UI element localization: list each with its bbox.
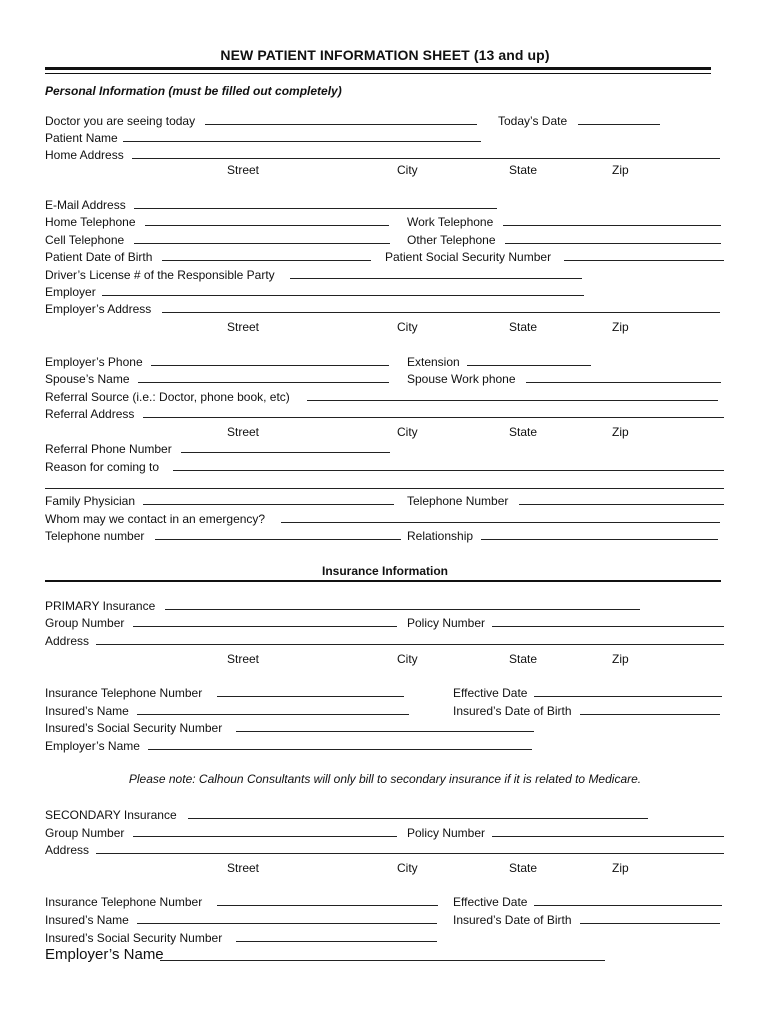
primary-city-label: City bbox=[397, 652, 418, 666]
emergency-label: Whom may we contact in an emergency? bbox=[45, 512, 266, 526]
home-street-label: Street bbox=[227, 163, 260, 177]
home-address-field[interactable] bbox=[132, 158, 720, 159]
other-tel-field[interactable] bbox=[505, 243, 721, 244]
referral-state-label: State bbox=[509, 425, 538, 439]
relationship-field[interactable] bbox=[481, 539, 718, 540]
patient-name-label: Patient Name bbox=[45, 131, 118, 145]
spouse-name-label: Spouse’s Name bbox=[45, 372, 130, 386]
secondary-address-field[interactable] bbox=[96, 853, 724, 854]
primary-policy-field[interactable] bbox=[492, 626, 724, 627]
primary-group-field[interactable] bbox=[133, 626, 397, 627]
other-tel-label: Other Telephone bbox=[407, 233, 496, 247]
home-tel-field[interactable] bbox=[145, 225, 389, 226]
employer-zip-label: Zip bbox=[612, 320, 629, 334]
secondary-city-label: City bbox=[397, 861, 418, 875]
referral-city-label: City bbox=[397, 425, 418, 439]
employer-field[interactable] bbox=[102, 295, 584, 296]
reason-label: Reason for coming to bbox=[45, 460, 160, 474]
doctor-label: Doctor you are seeing today bbox=[45, 114, 196, 128]
secondary-insurance-label: SECONDARY Insurance bbox=[45, 808, 177, 822]
insurance-heading: Insurance Information bbox=[321, 564, 449, 578]
secondary-group-label: Group Number bbox=[45, 826, 125, 840]
family-physician-label: Family Physician bbox=[45, 494, 136, 508]
page-title: NEW PATIENT INFORMATION SHEET (13 and up) bbox=[220, 47, 550, 63]
primary-employer-name-field[interactable] bbox=[148, 749, 532, 750]
employer-phone-field[interactable] bbox=[151, 365, 389, 366]
relationship-label: Relationship bbox=[407, 529, 474, 543]
referral-street-label: Street bbox=[227, 425, 260, 439]
primary-insurance-label: PRIMARY Insurance bbox=[45, 599, 156, 613]
secondary-employer-name-field[interactable] bbox=[160, 960, 605, 961]
secondary-insured-ssn-label: Insured’s Social Security Number bbox=[45, 931, 223, 945]
emergency-field[interactable] bbox=[281, 522, 720, 523]
cell-tel-label: Cell Telephone bbox=[45, 233, 125, 247]
secondary-zip-label: Zip bbox=[612, 861, 629, 875]
primary-ins-tel-label: Insurance Telephone Number bbox=[45, 686, 203, 700]
employer-phone-label: Employer’s Phone bbox=[45, 355, 143, 369]
referral-source-label: Referral Source (i.e.: Doctor, phone book, etc) bbox=[45, 390, 290, 404]
primary-insurance-field[interactable] bbox=[165, 609, 640, 610]
secondary-state-label: State bbox=[509, 861, 538, 875]
secondary-ins-tel-label: Insurance Telephone Number bbox=[45, 895, 203, 909]
primary-insured-dob-label: Insured’s Date of Birth bbox=[453, 704, 572, 718]
referral-zip-label: Zip bbox=[612, 425, 629, 439]
home-state-label: State bbox=[509, 163, 538, 177]
extension-field[interactable] bbox=[467, 365, 591, 366]
secondary-ins-tel-field[interactable] bbox=[217, 905, 438, 906]
secondary-group-field[interactable] bbox=[133, 836, 397, 837]
primary-effective-label: Effective Date bbox=[453, 686, 528, 700]
secondary-employer-name-label: Employer’s Name bbox=[45, 946, 164, 963]
family-physician-field[interactable] bbox=[143, 504, 394, 505]
primary-zip-label: Zip bbox=[612, 652, 629, 666]
home-city-label: City bbox=[397, 163, 418, 177]
home-zip-label: Zip bbox=[612, 163, 629, 177]
secondary-policy-label: Policy Number bbox=[407, 826, 486, 840]
secondary-street-label: Street bbox=[227, 861, 260, 875]
referral-address-field[interactable] bbox=[143, 417, 724, 418]
employer-city-label: City bbox=[397, 320, 418, 334]
referral-source-field[interactable] bbox=[307, 400, 718, 401]
primary-employer-name-label: Employer’s Name bbox=[45, 739, 140, 753]
employer-address-label: Employer’s Address bbox=[45, 302, 152, 316]
employer-address-field[interactable] bbox=[162, 312, 720, 313]
primary-ins-tel-field[interactable] bbox=[217, 696, 404, 697]
employer-label: Employer bbox=[45, 285, 96, 299]
telephone-number-label: Telephone Number bbox=[407, 494, 509, 508]
dob-label: Patient Date of Birth bbox=[45, 250, 153, 264]
primary-insured-dob-field[interactable] bbox=[580, 714, 720, 715]
primary-policy-label: Policy Number bbox=[407, 616, 486, 630]
title-rule-thick bbox=[45, 67, 711, 70]
emergency-tel-field[interactable] bbox=[155, 539, 401, 540]
today-date-field[interactable] bbox=[578, 124, 660, 125]
employer-state-label: State bbox=[509, 320, 538, 334]
license-label: Driver’s License # of the Responsible Party bbox=[45, 268, 275, 282]
email-field[interactable] bbox=[134, 208, 497, 209]
insurance-rule bbox=[45, 580, 721, 582]
ssn-label: Patient Social Security Number bbox=[385, 250, 552, 264]
doctor-field[interactable] bbox=[205, 124, 477, 125]
work-tel-label: Work Telephone bbox=[407, 215, 494, 229]
emergency-tel-label: Telephone number bbox=[45, 529, 145, 543]
primary-group-label: Group Number bbox=[45, 616, 125, 630]
referral-phone-label: Referral Phone Number bbox=[45, 442, 172, 456]
email-label: E-Mail Address bbox=[45, 198, 126, 212]
primary-state-label: State bbox=[509, 652, 538, 666]
patient-name-field[interactable] bbox=[123, 141, 481, 142]
secondary-insured-name-field[interactable] bbox=[137, 923, 437, 924]
today-date-label: Today’s Date bbox=[498, 114, 568, 128]
secondary-insured-dob-label: Insured’s Date of Birth bbox=[453, 913, 572, 927]
title-rule-thin bbox=[45, 73, 711, 74]
referral-address-label: Referral Address bbox=[45, 407, 135, 421]
secondary-effective-label: Effective Date bbox=[453, 895, 528, 909]
telephone-number-field[interactable] bbox=[519, 504, 724, 505]
primary-address-label: Address bbox=[45, 634, 90, 648]
secondary-effective-field[interactable] bbox=[534, 905, 722, 906]
spouse-work-field[interactable] bbox=[526, 382, 721, 383]
primary-effective-field[interactable] bbox=[534, 696, 722, 697]
cell-tel-field[interactable] bbox=[134, 243, 390, 244]
primary-insured-ssn-label: Insured’s Social Security Number bbox=[45, 721, 223, 735]
spouse-name-field[interactable] bbox=[138, 382, 389, 383]
ssn-field[interactable] bbox=[564, 260, 724, 261]
secondary-insured-name-label: Insured’s Name bbox=[45, 913, 129, 927]
primary-insured-ssn-field[interactable] bbox=[236, 731, 534, 732]
referral-phone-field[interactable] bbox=[181, 452, 390, 453]
secondary-insurance-field[interactable] bbox=[188, 818, 648, 819]
dob-field[interactable] bbox=[162, 260, 371, 261]
personal-heading: Personal Information (must be filled out completely) bbox=[45, 84, 342, 98]
secondary-address-label: Address bbox=[45, 843, 90, 857]
secondary-insured-dob-field[interactable] bbox=[580, 923, 720, 924]
work-tel-field[interactable] bbox=[503, 225, 721, 226]
secondary-insured-ssn-field[interactable] bbox=[236, 941, 437, 942]
primary-street-label: Street bbox=[227, 652, 260, 666]
license-field[interactable] bbox=[290, 278, 582, 279]
secondary-policy-field[interactable] bbox=[492, 836, 724, 837]
primary-insured-name-field[interactable] bbox=[137, 714, 409, 715]
medicare-note: Please note: Calhoun Consultants will only bill to secondary insurance if it is related to Medicare. bbox=[128, 772, 642, 786]
spouse-work-label: Spouse Work phone bbox=[407, 372, 516, 386]
employer-street-label: Street bbox=[227, 320, 260, 334]
extension-label: Extension bbox=[407, 355, 460, 369]
reason-field[interactable] bbox=[173, 470, 724, 471]
reason-field-2[interactable] bbox=[45, 488, 724, 489]
primary-insured-name-label: Insured’s Name bbox=[45, 704, 129, 718]
home-address-label: Home Address bbox=[45, 148, 124, 162]
primary-address-field[interactable] bbox=[96, 644, 724, 645]
home-tel-label: Home Telephone bbox=[45, 215, 136, 229]
